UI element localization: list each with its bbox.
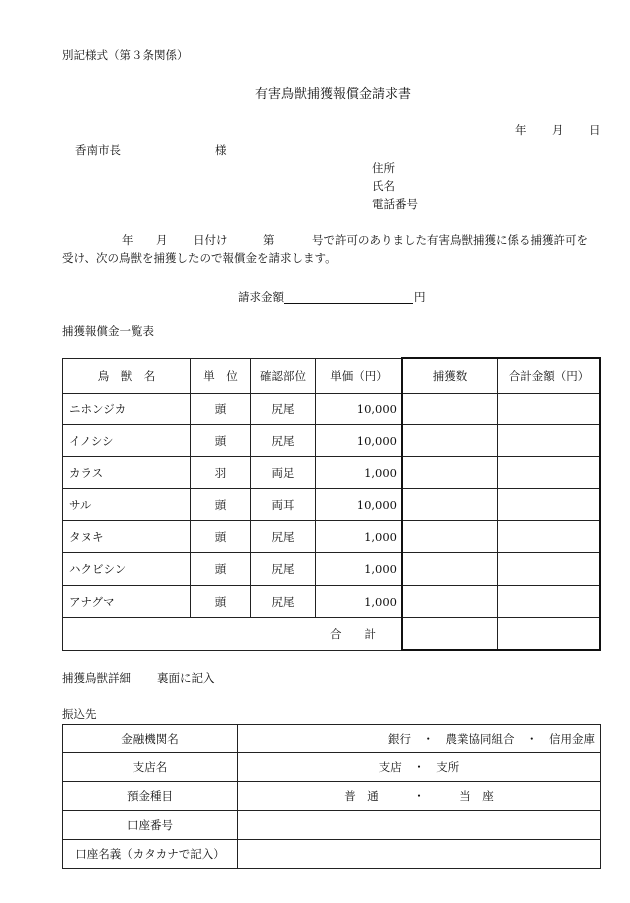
capture-count-cell <box>403 457 498 489</box>
bank-institution-options: 銀行 ・ 農業協同組合 ・ 信用金庫 <box>238 725 601 753</box>
permit-year-label: 年 <box>122 233 134 247</box>
unit-price-cell: 1,000 <box>316 586 403 618</box>
claim-amount-label: 請求金額 <box>238 290 284 304</box>
permit-day-label: 日付け <box>193 233 228 247</box>
unit-cell: 頭 <box>191 586 251 618</box>
date-year-label: 年 <box>515 123 527 137</box>
header-unit-price: 単価（円） <box>316 359 403 394</box>
header-confirm-part: 確認部位 <box>251 359 316 394</box>
permit-month-label: 月 <box>156 233 168 247</box>
animal-name-cell: アナグマ <box>63 586 191 618</box>
animal-name-cell: タヌキ <box>63 521 191 553</box>
animal-name-cell: カラス <box>63 457 191 489</box>
applicant-address-label: 住所 <box>372 161 395 175</box>
animal-name-cell: イノシシ <box>63 425 191 457</box>
confirm-part-cell: 尻尾 <box>251 425 316 457</box>
form-label: 別記様式（第３条関係） <box>62 48 189 62</box>
animal-name-cell: ハクビシン <box>63 553 191 586</box>
total-amount-cell <box>498 618 601 651</box>
table-row <box>63 457 601 489</box>
branch-label: 支店名 <box>63 753 238 782</box>
confirm-part-cell: 両耳 <box>251 489 316 521</box>
account-number-field <box>238 811 601 840</box>
confirm-part-cell: 両足 <box>251 457 316 489</box>
bank-institution-label: 金融機関名 <box>63 725 238 753</box>
amount-cell <box>498 489 601 521</box>
applicant-name-label: 氏名 <box>372 179 395 193</box>
capture-count-cell <box>403 489 498 521</box>
unit-price-cell: 1,000 <box>316 457 403 489</box>
unit-price-cell: 10,000 <box>316 425 403 457</box>
permit-text-line1: 号で許可のありました有害鳥獣捕獲に係る捕獲許可を <box>312 233 588 247</box>
permit-text-line2: 受け、次の鳥獣を捕獲したので報償金を請求します。 <box>62 251 337 265</box>
table-row <box>63 489 601 521</box>
permit-number-prefix: 第 <box>263 233 275 247</box>
header-capture-count: 捕獲数 <box>403 359 498 394</box>
table-row <box>63 521 601 553</box>
confirm-part-cell: 尻尾 <box>251 586 316 618</box>
unit-cell: 頭 <box>191 553 251 586</box>
amount-cell <box>498 457 601 489</box>
table-row <box>63 782 601 811</box>
table-row <box>63 753 601 782</box>
unit-cell: 頭 <box>191 521 251 553</box>
unit-cell: 頭 <box>191 489 251 521</box>
reward-table-total-row <box>63 618 601 651</box>
capture-count-cell <box>403 553 498 586</box>
account-number-label: 口座番号 <box>63 811 238 840</box>
amount-cell <box>498 586 601 618</box>
unit-cell: 頭 <box>191 394 251 425</box>
total-count-cell <box>403 618 498 651</box>
amount-cell <box>498 425 601 457</box>
unit-cell: 羽 <box>191 457 251 489</box>
date-day-label: 日 <box>589 123 601 137</box>
unit-price-cell: 1,000 <box>316 521 403 553</box>
header-animal-name: 鳥 獣 名 <box>63 359 191 394</box>
reward-table-title: 捕獲報償金一覧表 <box>62 324 154 338</box>
claim-amount-unit: 円 <box>414 290 426 304</box>
amount-cell <box>498 394 601 425</box>
animal-name-cell: ニホンジカ <box>63 394 191 425</box>
table-row <box>63 394 601 425</box>
capture-count-cell <box>403 394 498 425</box>
reward-table-header-row <box>63 359 601 394</box>
capture-count-cell <box>403 425 498 457</box>
branch-options: 支店 ・ 支所 <box>238 753 601 782</box>
table-row <box>63 425 601 457</box>
table-row <box>63 553 601 586</box>
addressee-name: 香南市長 <box>75 143 121 157</box>
header-unit: 単 位 <box>191 359 251 394</box>
animal-name-cell: サル <box>63 489 191 521</box>
table-row <box>63 586 601 618</box>
bank-table <box>62 724 601 869</box>
capture-count-cell <box>403 586 498 618</box>
total-label-cell: 合 計 <box>63 618 403 651</box>
confirm-part-cell: 尻尾 <box>251 394 316 425</box>
unit-price-cell: 1,000 <box>316 553 403 586</box>
amount-cell <box>498 521 601 553</box>
date-month-label: 月 <box>552 123 564 137</box>
confirm-part-cell: 尻尾 <box>251 521 316 553</box>
addressee-honorific: 様 <box>215 143 227 157</box>
table-row <box>63 840 601 869</box>
document-title: 有害鳥獣捕獲報償金請求書 <box>255 87 412 102</box>
unit-price-cell: 10,000 <box>316 489 403 521</box>
header-total-amount: 合計金額（円） <box>498 359 601 394</box>
capture-count-cell <box>403 521 498 553</box>
bank-transfer-title: 振込先 <box>62 707 97 721</box>
amount-cell <box>498 553 601 586</box>
account-holder-field <box>238 840 601 869</box>
table-row <box>63 811 601 840</box>
claim-amount-underline <box>284 303 413 304</box>
reward-table <box>62 358 601 651</box>
unit-price-cell: 10,000 <box>316 394 403 425</box>
deposit-type-label: 預金種目 <box>63 782 238 811</box>
unit-cell: 頭 <box>191 425 251 457</box>
account-holder-label: 口座名義（カタカナで記入） <box>63 840 238 869</box>
applicant-phone-label: 電話番号 <box>372 197 418 211</box>
table-row <box>63 725 601 753</box>
deposit-type-options: 普 通 ・ 当 座 <box>238 782 601 811</box>
confirm-part-cell: 尻尾 <box>251 553 316 586</box>
capture-details-note: 裏面に記入 <box>157 671 215 685</box>
capture-details-label: 捕獲鳥獣詳細 <box>62 671 131 685</box>
